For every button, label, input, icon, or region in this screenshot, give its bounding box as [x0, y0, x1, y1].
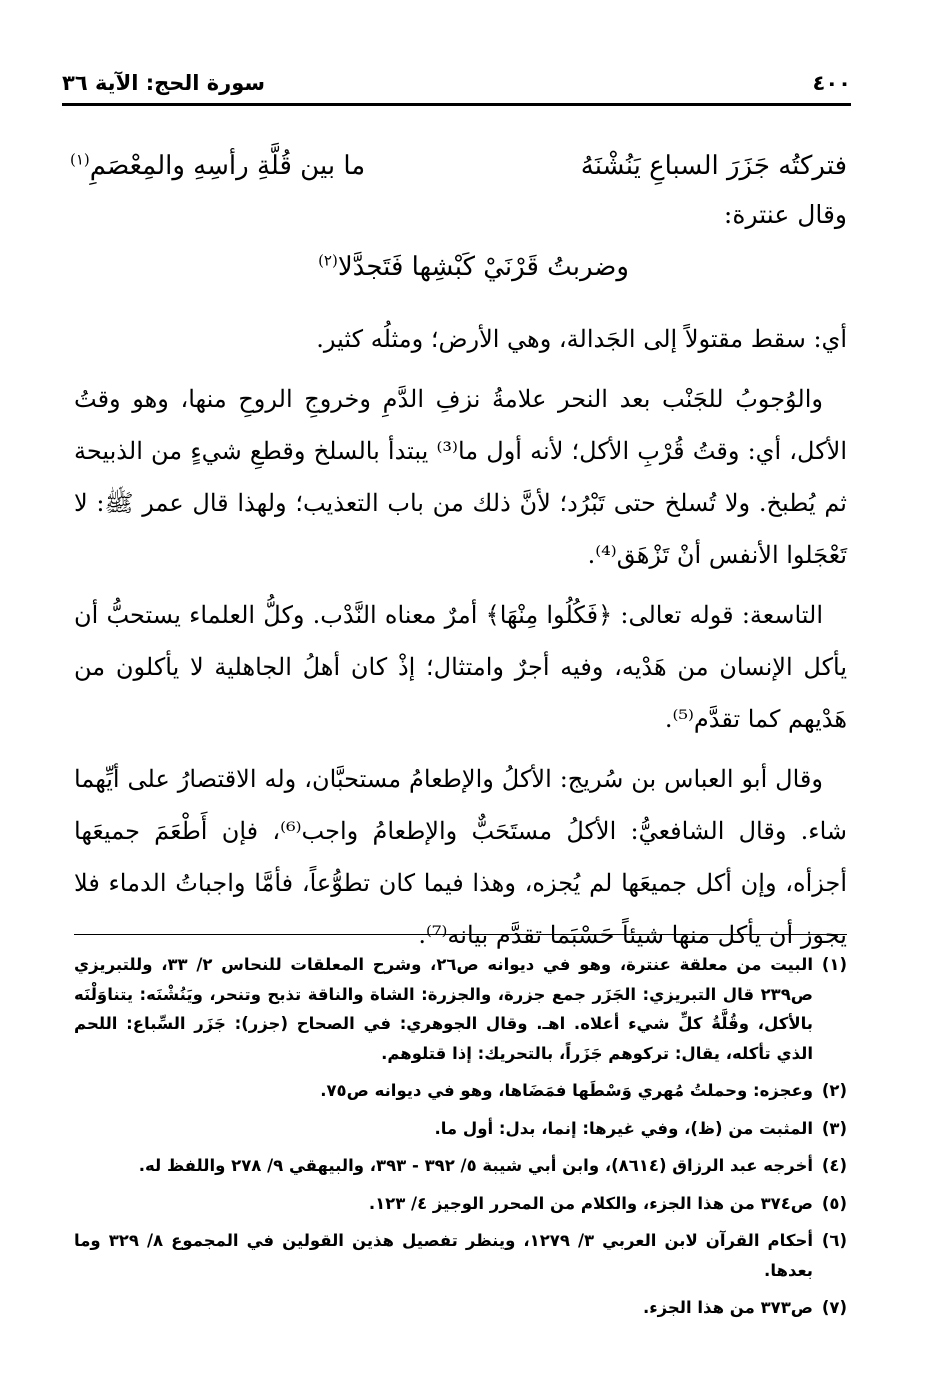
verse-line-1: [70, 138, 847, 194]
page-number: ٤٠٠: [812, 71, 851, 95]
footnote-text: ص٣٧٤ من هذا الجزء، والكلام من المحرر الوجيز ٤/ ١٢٣.: [368, 1193, 813, 1213]
footnote-text: أحكام القرآن لابن العربي ٣/ ١٢٧٩، وينظر تفصيل هذين القولين في المجموع ٨/ ٣٢٩ وما بعدها.: [74, 1231, 813, 1280]
footnote-number: (٢): [821, 1081, 847, 1100]
footnote-ref-1[interactable]: (١): [70, 150, 90, 169]
chapter-title: سورة الحج: الآية ٣٦: [62, 71, 266, 95]
paragraph-4: وقال أبو العباس بن سُريج: الأكلُ والإطعامُ مستحبَّان، وله الاقتصارُ على أيِّهما شاء. وقال الشافعيُّ: الأكلُ مستَحَبٌّ والإطعامُ واجب⁽⁶⁾، فإن أَطْعَمَ جميعَها أجزأه، وإن أكل جميعَها لم يُجزه، وهذا فيما كان تطوُّعاً، فأمَّا واجباتُ الدماء فلا يجوز أن يأكل منها شيئاً حَسْبَما تقدَّم بيانه⁽⁷⁾.: [74, 765, 848, 949]
verse-1-second-text: ما بين قُلَّةِ رأسِهِ والمِعْصَمِ: [89, 151, 366, 181]
verse-1-second-hemistich: [70, 151, 365, 181]
footnote-text: المثبت من (ظ)، وفي غيرها: إنما، بدل: أول ما.: [434, 1118, 813, 1138]
running-header: [62, 66, 851, 100]
verse-line-2: [100, 252, 847, 282]
footnote-text: وعجزه: وحملتُ مُهري وَسْطَها فمَضَاها، وهو في ديوانه ص٧٥.: [320, 1081, 813, 1100]
paragraph-2: والوُجوبُ للجَنْب بعد النحر علامةُ نزفِ الدَّمِ وخروجِ الروحِ منها، وهو وقتُ الأكل، أي: وقتُ قُرْبِ الأكل؛ لأنه أول ما⁽³⁾ يبتدأ بالسلخ وقطعِ شيءٍ من الذبيحة ثم يُطبخ. ولا تُسلخ حتى تَبْرُد؛ لأنَّ ذلك من باب التعذيب؛ ولهذا قال عمر ﷺ: لا تَعْجَلوا الأنفس أنْ تَزْهَق⁽⁴⁾.: [74, 385, 848, 569]
footnote-1: [74, 950, 847, 1068]
footnote-rule: [74, 934, 847, 935]
footnote-7: [74, 1293, 847, 1323]
footnote-text: ص٣٧٣ من هذا الجزء.: [642, 1298, 813, 1317]
verse-1-first-hemistich: فتركتُه جَزَرَ السباعِ يَنُشْنَهُ: [580, 151, 847, 181]
footnote-4: [74, 1151, 847, 1181]
footnote-number: (٥): [821, 1193, 847, 1213]
paragraph-3: التاسعة: قوله تعالى: ﴿فَكُلُوا مِنْهَا﴾ أمرٌ معناه النَّدْب. وكلُّ العلماء يستحبُّ أن يأكل الإنسان من هَدْيه، وفيه أجرٌ وامتثال؛ إذْ كان أهلُ الجاهلية لا يأكلون من هَدْيهم كما تقدَّم⁽⁵⁾.: [74, 601, 847, 733]
antara-label: وقال عنترة:: [723, 200, 847, 229]
footnote-number: (١): [821, 955, 847, 974]
footnote-text: أخرجه عبد الرزاق (٨٦١٤)، وابن أبي شيبة ٥/ ٣٩٢ - ٣٩٣، والبيهقي ٩/ ٢٧٨ واللفظ له.: [138, 1156, 813, 1175]
footnotes: [74, 950, 847, 1331]
footnote-3: [74, 1114, 847, 1144]
footnote-number: (٤): [821, 1156, 847, 1175]
paragraph-1: أي: سقط مقتولاً إلى الجَدالة، وهي الأرض؛ ومثلُه كثير.: [316, 325, 847, 353]
verse-2-text: وضربتُ قَرْنَيْ كَبْشِها فَتَجدَّلا: [337, 252, 629, 282]
footnote-number: (٣): [821, 1118, 847, 1138]
footnote-text: البيت من معلقة عنترة، وهو في ديوانه ص٢٦، وشرح المعلقات للنحاس ٢/ ٣٣، وللتبريزي ص٢٣٩ قال التبريزي: الجَزَر جمع جزرة، والجزرة: الشاة والناقة تذبح وتنحر، ويَنُشْنَه: يتناوَلْنَه بالأكل، وقُلَّةُ كلِّ شيء أعلاه. اهـ. وقال الجوهري: في الصحاح (جزر): جَزَر السِّباع: اللحم الذي تأكله، يقال: تركوهم جَزَراً، بالتحريك: إذا قتلوهم.: [74, 955, 813, 1063]
footnote-number: (٦): [821, 1231, 847, 1250]
header-rule: [62, 103, 851, 106]
footnote-number: (٧): [821, 1298, 847, 1317]
footnote-5: [74, 1189, 847, 1219]
footnote-6: [74, 1226, 847, 1285]
footnote-ref-2[interactable]: (٢): [318, 251, 338, 270]
body-text: [74, 313, 847, 969]
footnote-2: [74, 1076, 847, 1106]
